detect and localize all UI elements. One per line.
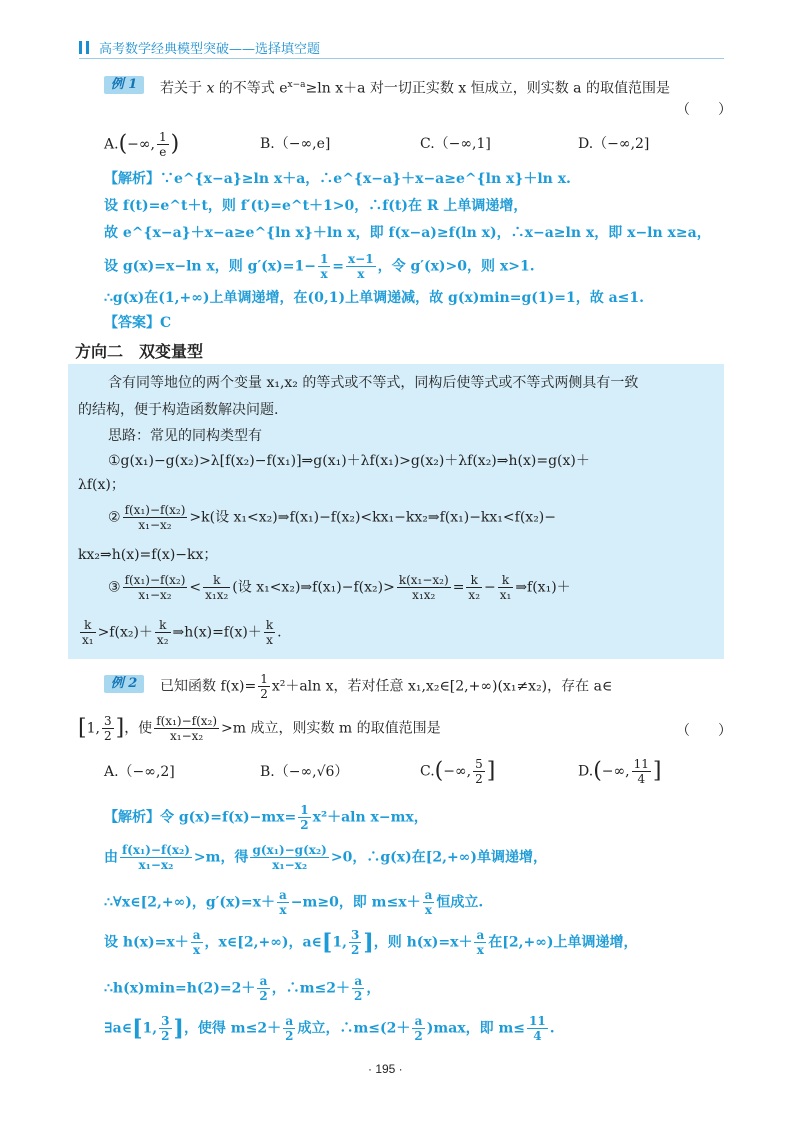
ex1-solution-line-1: 【解析】∵e^{x−a}≥ln x＋a，∴e^{x−a}＋x−a≥e^{ln x}＋ln x. <box>104 171 571 187</box>
box-type-2-cont: kx₂⇒h(x)=f(x)−kx； <box>78 547 218 563</box>
box-paragraph-1: 含有同等地位的两个变量 x₁,x₂ 的等式或不等式，同构后使等式或不等式两侧具有一致 <box>108 375 639 391</box>
ex1-solution-line-4: 设 g(x)=x−ln x，则 g′(x)=1− $\frac{1}{x}$ = $\frac{x-1}{x}$ ，令 g′(x)>0，则 x>1. <box>104 252 535 281</box>
ex1-solution-line-5: ∴g(x)在(1,+∞)上单调递增，在(0,1)上单调递减，故 g(x)min=g(1)=1，故 a≤1. <box>104 290 644 306</box>
section-title: 方向二 双变量型 <box>75 342 204 361</box>
example-2-stem: 已知函数 f(x)= $\frac{1}{2}$ x²＋aln x，若对任意 x₁,x₂∈[2,+∞)(x₁≠x₂)，存在 a∈ <box>160 672 613 701</box>
answer-paren-2: （ ） <box>676 723 732 739</box>
ex2-solution-line-6: ∃a∈[1, $\frac{3}{2}$ ]，使得 m≤2＋ $\frac{a}{2}$ 成立，∴m≤(2＋ $\frac{a}{2}$ )max，即 m≤ $\frac{11}{4}$ . <box>104 1014 555 1043</box>
running-header <box>79 36 724 59</box>
example-2-badge: 例 2 <box>104 675 144 693</box>
option-b-2: B.（−∞,√6） <box>260 764 349 780</box>
ex2-solution-line-1: 【解析】令 g(x)=f(x)−mx= $\frac{1}{2}$ x²＋aln x−mx， <box>104 803 428 832</box>
box-type-1: ①g(x₁)−g(x₂)>λ[f(x₂)−f(x₁)]⇒g(x₁)＋λf(x₁)>g(x₂)＋λf(x₂)⇒h(x)=g(x)＋ <box>108 453 590 469</box>
ex2-solution-line-4: 设 h(x)=x＋ $\frac{a}{x}$ ，x∈[2,+∞)，a∈[1, $\frac{3}{2}$ ]，则 h(x)=x＋ $\frac{a}{x}$ 在[2,+∞)上单调递增， <box>104 928 638 957</box>
ex2-solution-line-5: ∴h(x)min=h(2)=2＋ $\frac{a}{2}$ ，∴m≤2＋ $\frac{a}{2}$ ， <box>104 974 381 1003</box>
box-type-3-cont: $\frac{k}{\text{x₁}}$ >f(x₂)＋ $\frac{k}{\text{x₂}}$ ⇒h(x)=f(x)＋ $\frac{k}{x}$ . <box>82 618 282 647</box>
header-bars-icon <box>79 39 93 58</box>
option-c-2: C.(−∞, $\frac{5}{2}$ ] <box>420 757 496 786</box>
answer-paren: （ ） <box>676 102 732 118</box>
example-1-stem: 若关于 x 的不等式 $e^{x-a}\ge\ln$ x＋a 对一切正实数 x 恒成立，则实数 a 的取值范围是 <box>160 80 670 97</box>
example-2-stem-cont: [1, $\frac{3}{2}$ ]，使 $\frac{\text{f(x₁)−f(x₂)}}{\text{x₁−x₂}}$ >m 成立，则实数 m 的取值范围是 <box>78 714 441 743</box>
box-type-2: ② $\frac{\text{f(x₁)−f(x₂)}}{\text{x₁−x₂}}$ >k(设 x₁<x₂)⇒f(x₁)−f(x₂)<kx₁−kx₂⇒f(x₁)−kx₁<f(x₂)− <box>108 503 556 532</box>
option-a: A.(−∞, $\frac{1}{e}$ ) <box>104 130 180 159</box>
option-c: C.（−∞,1] <box>420 136 491 152</box>
box-type-3: ③ $\frac{\text{f(x₁)−f(x₂)}}{\text{x₁−x₂}}$ < $\frac{k}{\text{x₁x₂}}$ (设 x₁<x₂)⇒f(x₁)−f(x₂)> $\frac{\text{k(x₁−x₂)}}{\text{x₁x₂}}$ = $\frac{k}{\text{x₂}}$ − $\frac{k}{\text{x₁}}$ ⇒f(x₁)＋ <box>108 573 571 602</box>
ex1-answer: 【答案】C <box>104 315 172 331</box>
ex2-solution-line-2: 由 $\frac{\text{f(x₁)−f(x₂)}}{\text{x₁−x₂}}$ >m，得 $\frac{\text{g(x₁)−g(x₂)}}{\text{x₁−x₂}}$ >0，∴g(x)在[2,+∞)单调递增， <box>104 843 547 872</box>
option-d: D.（−∞,2] <box>578 136 650 152</box>
box-paragraph-3: 思路：常见的同构类型有 <box>108 428 262 444</box>
option-b: B.（−∞,e] <box>260 136 331 152</box>
ex1-solution-line-3: 故 e^{x−a}＋x−a≥e^{ln x}＋ln x，即 f(x−a)≥f(ln x)，∴x−a≥ln x，即 x−ln x≥a， <box>104 225 711 241</box>
ex2-solution-line-3: ∴∀x∈[2,+∞)，g′(x)=x＋ $\frac{a}{x}$ −m≥0，即 m≤x＋ $\frac{a}{x}$ 恒成立. <box>104 888 484 917</box>
page-number: · 195 · <box>368 1062 403 1076</box>
example-1-badge: 例 1 <box>104 76 144 94</box>
solution-tag: 【解析】 <box>104 171 160 187</box>
box-type-1-cont: λf(x)； <box>78 477 125 493</box>
option-d-2: D.(−∞, $\frac{11}{4}$ ] <box>578 757 662 786</box>
ex1-solution-line-2: 设 f(t)=e^t＋t，则 f′(t)=e^t＋1>0，∴f(t)在 R 上单调递增， <box>104 198 528 214</box>
box-paragraph-2: 的结构，便于构造函数解决问题. <box>78 402 279 418</box>
header-title: 高考数学经典模型突破——选择填空题 <box>99 42 321 57</box>
option-a-2: A.（−∞,2] <box>104 764 175 780</box>
